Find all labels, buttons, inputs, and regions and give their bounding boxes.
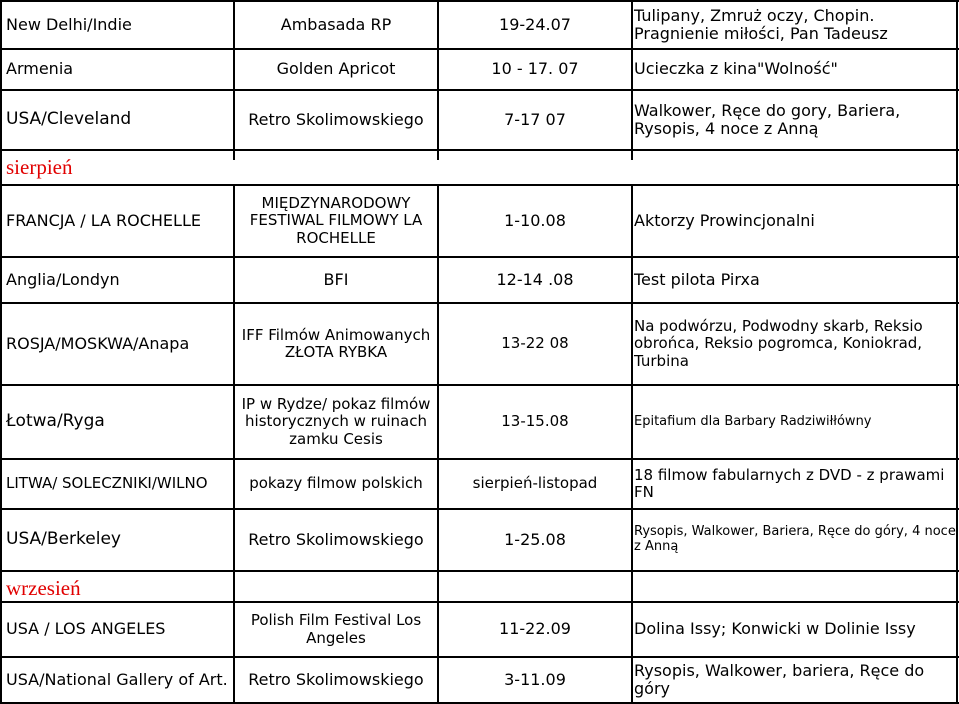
grid-line: [0, 0, 2, 704]
country-cell: USA / LOS ANGELES: [6, 619, 166, 639]
grid-line: [0, 149, 959, 151]
dates-cell: 11-22.09: [499, 619, 571, 639]
dates-cell: sierpień-listopad: [472, 474, 598, 493]
grid-line: [0, 570, 959, 572]
grid-line: [631, 185, 633, 704]
venue-cell: MIĘDZYNARODOWY FESTIWAL FILMOWY LA ROCHELLE: [249, 194, 423, 247]
country-cell: Anglia/Londyn: [6, 269, 120, 289]
venue-cell: IFF Filmów Animowanych ZŁOTA RYBKA: [241, 325, 431, 361]
dates-cell: 12-14 .08: [496, 269, 574, 289]
venue-cell: BFI: [323, 269, 349, 289]
grid-line: [437, 0, 439, 160]
country-cell: USA/Cleveland: [6, 109, 132, 130]
country-cell: Łotwa/Ryga: [6, 411, 105, 432]
venue-cell: Golden Apricot: [276, 59, 396, 79]
month-header: sierpień: [6, 155, 73, 179]
films-cell: 18 filmow fabularnych z DVD - z prawami FN: [634, 465, 945, 501]
films-cell: Aktorzy Prowincjonalni: [634, 210, 815, 230]
country-cell: ROSJA/MOSKWA/Anapa: [6, 333, 190, 353]
country-cell: New Delhi/Indie: [6, 14, 132, 34]
venue-cell: Retro Skolimowskiego: [248, 109, 424, 129]
films-cell: Test pilota Pirxa: [634, 269, 760, 289]
films-cell: Tulipany, Zmruż oczy, Chopin. Pragnienie miłości, Pan Tadeusz: [634, 5, 888, 43]
dates-cell: 7-17 07: [504, 109, 566, 129]
grid-line: [233, 185, 235, 704]
month-header: wrzesień: [6, 576, 81, 600]
films-cell: Na podwórzu, Podwodny skarb, Reksio obrońca, Reksio pogromca, Koniokrad, Turbina: [634, 317, 923, 370]
films-cell: Epitafium dla Barbary Radziwiłłówny: [634, 413, 872, 429]
grid-line: [631, 0, 633, 160]
dates-cell: 1-25.08: [504, 529, 566, 549]
dates-cell: 13-22 08: [501, 334, 569, 353]
venue-cell: Ambasada RP: [280, 14, 392, 34]
country-cell: USA/Berkeley: [6, 529, 121, 550]
country-cell: Armenia: [6, 59, 74, 79]
grid-line: [233, 0, 235, 160]
films-cell: Rysopis, Walkower, Bariera, Ręce do góry, 4 noce z Anną: [634, 524, 956, 554]
dates-cell: 19-24.07: [499, 14, 571, 34]
films-cell: Dolina Issy; Konwicki w Dolinie Issy: [634, 619, 916, 639]
venue-cell: pokazy filmow polskich: [249, 474, 423, 493]
grid-line: [437, 185, 439, 704]
venue-cell: IP w Rydze/ pokaz filmów historycznych w ruinach zamku Cesis: [241, 395, 431, 448]
dates-cell: 1-10.08: [504, 210, 566, 230]
dates-cell: 3-11.09: [504, 669, 566, 689]
films-cell: Ucieczka z kina"Wolność": [634, 59, 838, 79]
venue-cell: Retro Skolimowskiego: [248, 529, 424, 549]
venue-cell: Retro Skolimowskiego: [248, 669, 424, 689]
grid-line: [956, 0, 958, 704]
country-cell: USA/National Gallery of Art.: [6, 669, 228, 689]
country-cell: FRANCJA / LA ROCHELLE: [6, 210, 201, 230]
venue-cell: Polish Film Festival Los Angeles: [250, 611, 422, 647]
films-cell: Walkower, Ręce do gory, Bariera, Rysopis, 4 noce z Anną: [634, 100, 901, 138]
films-cell: Rysopis, Walkower, bariera, Ręce do góry: [634, 660, 925, 698]
dates-cell: 10 - 17. 07: [491, 59, 579, 79]
dates-cell: 13-15.08: [501, 412, 569, 431]
country-cell: LITWA/ SOLECZNIKI/WILNO: [6, 474, 208, 493]
